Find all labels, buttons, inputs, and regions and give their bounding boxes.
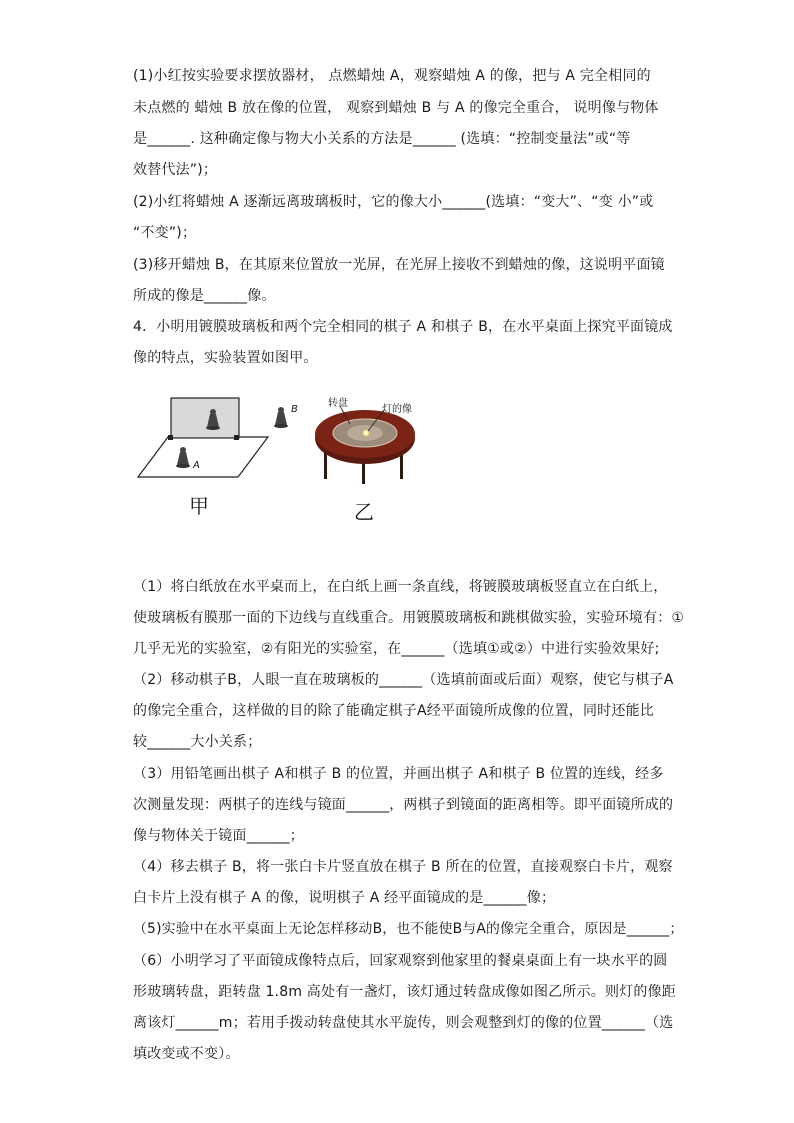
text-line: 使玻璃板有膜那一面的下边线与直线重合。用镀膜玻璃板和跳棋做实验，实验环境有：① <box>133 610 685 626</box>
figure-yi <box>310 392 420 522</box>
glass-plate <box>171 398 239 438</box>
text-line: 所成的像是______像。 <box>133 288 276 304</box>
text-line: （2）移动棋子B，人眼一直在玻璃板的______（选填前面或后面）观察，使它与棋子A <box>133 672 674 688</box>
text-line: （3）用铅笔画出棋子 A和棋子 B 的位置，并画出棋子 A和棋子 B 位置的连线，经多 <box>133 766 664 782</box>
figure-jia <box>133 392 303 522</box>
text-line: （1）将白纸放在水平桌而上，在白纸上画一条直线，将镀膜玻璃板竖直立在白纸上， <box>133 579 668 595</box>
text-line: （4）移去棋子 B，将一张白卡片竖直放在棋子 B 所在的位置，直接观察白卡片，观察 <box>133 859 673 875</box>
text-line: 较______大小关系； <box>133 734 262 750</box>
text-line: 离该灯______m；若用手拨动转盘使其水平旋传，则会观整到灯的像的位置______（选 <box>133 1015 674 1031</box>
label-a: A <box>193 460 200 471</box>
text-line: 的像完全重合，这样做的目的除了能确定棋子A经平面镜所成像的位置，同时还能比 <box>133 703 654 719</box>
chess-piece-a <box>176 447 190 468</box>
text-line: 几乎无光的实验室，②有阳光的实验室，在______（选填①或②）中进行实验效果好; <box>133 641 660 657</box>
text-line: 像与物体关于镜面______； <box>133 828 304 844</box>
text-line: 次测量发现：两棋子的连线与镜面______，两棋子到镜面的距离相等。即平面镜所成的 <box>133 797 674 813</box>
question-heading: 4．小明用镀膜玻璃板和两个完全相同的棋子 A 和棋子 B，在水平桌面上探究平面镜成 <box>133 319 673 335</box>
text-line: 白卡片上没有棋子 A 的像，说明棋子 A 经平面镜成的是______像； <box>133 890 556 906</box>
text-line: 形玻璃转盘，距转盘 1.8m 高处有一盏灯，该灯通过转盘成像如图乙所示。则灯的像距 <box>133 984 677 1000</box>
caption-yi: 乙 <box>354 500 374 524</box>
text-line: (2)小红将蜡烛 A 逐渐远离玻璃板时，它的像大小______(选填：“变大”、“变 小”或 <box>133 194 654 210</box>
label-turntable: 转盘 <box>328 398 348 409</box>
text-line: 填改变或不变）。 <box>133 1046 240 1062</box>
text-line: （5)实验中在水平桌面上无论怎样移动B，也不能使B与A的像完全重合，原因是______； <box>133 921 684 937</box>
text-line: 是______. 这种确定像与物大小关系的方法是______ (选填：“控制变量法”或“等 <box>133 131 631 147</box>
text-line: （6）小明学习了平面镜成像特点后，回家观察到他家里的餐桌桌面上有一块水平的圆 <box>133 953 668 969</box>
paper-plane <box>138 437 268 477</box>
label-b: B <box>291 404 298 415</box>
chess-piece-b <box>274 407 288 428</box>
plate-foot-right <box>234 435 239 440</box>
text-line: (3)移开蜡烛 B，在其原来位置放一光屏，在光屏上接收不到蜡烛的像，这说明平面镜 <box>133 257 665 273</box>
text-line: 像的特点，实验装置如图甲。 <box>133 350 318 366</box>
figure-jia-drawing <box>133 392 303 487</box>
text-line: 效替代法”)； <box>133 162 218 178</box>
caption-jia: 甲 <box>189 494 209 518</box>
text-line: 未点燃的 蜡烛 B 放在像的位置， 观察到蜡烛 B 与 A 的像完全重合， 说明像与物体 <box>133 100 659 116</box>
plate-foot-left <box>168 435 173 440</box>
label-lamp-image: 灯的像 <box>382 404 412 415</box>
text-line: (1)小红按实验要求摆放器材， 点燃蜡烛 A，观察蜡烛 A 的像，把与 A 完全相同的 <box>133 68 651 84</box>
text-line: “不变”)； <box>133 225 197 241</box>
